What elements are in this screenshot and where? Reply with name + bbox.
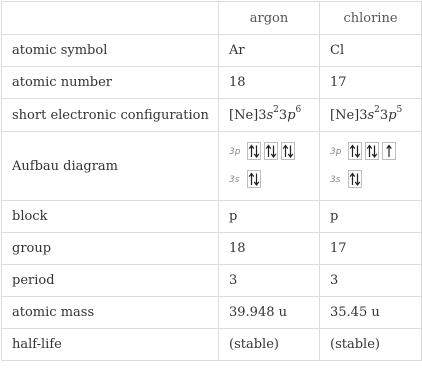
chlorine-block: p: [320, 201, 422, 233]
table-row: [2, 201, 422, 233]
chlorine-atomic-mass: 35.45 u: [320, 297, 422, 329]
config-p-shell: 3: [379, 107, 389, 123]
paired-electron-arrows-icon: [264, 142, 278, 160]
aufbau-3s-row: [330, 169, 421, 191]
orbital-boxes: [247, 170, 264, 190]
paired-electron-arrows-icon: [247, 170, 261, 188]
orbital-boxes: [348, 170, 365, 190]
config-s-shell: 3: [258, 107, 267, 123]
table-row: [2, 233, 422, 265]
row-label-atomic-symbol: atomic symbol: [2, 35, 219, 67]
orbital-boxes: [247, 142, 298, 162]
config-s-symbol: s: [367, 107, 375, 123]
paired-electron-arrows-icon: [348, 170, 362, 188]
chlorine-atomic-symbol: Cl: [320, 35, 422, 67]
row-label-atomic-mass: atomic mass: [2, 297, 219, 329]
row-label-atomic-number: atomic number: [2, 67, 219, 99]
table-row: [2, 329, 422, 361]
aufbau-3s-row: [229, 169, 319, 191]
argon-period: 3: [219, 265, 320, 297]
argon-group: 18: [219, 233, 320, 265]
row-label-block: block: [2, 201, 219, 233]
config-core: [Ne]: [330, 107, 360, 123]
paired-electron-arrows-icon: [281, 142, 295, 160]
config-s-exponent: 2: [273, 104, 279, 115]
config-s-symbol: s: [266, 107, 274, 123]
table-row: [2, 265, 422, 297]
argon-config: [219, 99, 320, 132]
header-chlorine: chlorine: [320, 2, 422, 35]
orbital-label-3p: 3p: [330, 147, 342, 157]
config-p-exponent: 5: [396, 104, 403, 115]
config-p-symbol: p: [388, 107, 397, 123]
config-s-shell: 3: [359, 107, 368, 123]
row-label-period: period: [2, 265, 219, 297]
chlorine-aufbau-diagram: [320, 132, 422, 201]
table-row: [2, 67, 422, 99]
aufbau-3p-row: [330, 141, 421, 163]
argon-atomic-mass: 39.948 u: [219, 297, 320, 329]
config-p-exponent: 6: [295, 104, 302, 115]
config-core: [Ne]: [229, 107, 259, 123]
argon-aufbau-diagram: [219, 132, 320, 201]
table-row: [2, 99, 422, 132]
orbital-label-3p: 3p: [229, 147, 241, 157]
chlorine-config: [320, 99, 422, 132]
paired-electron-arrows-icon: [365, 142, 379, 160]
orbital-label-3s: 3s: [330, 175, 341, 185]
chlorine-group: 17: [320, 233, 422, 265]
config-s-exponent: 2: [374, 104, 380, 115]
row-label-half-life: half-life: [2, 329, 219, 361]
table-row: [2, 132, 422, 201]
orbital-label-3s: 3s: [229, 175, 240, 185]
single-electron-arrow-icon: [382, 142, 396, 160]
paired-electron-arrows-icon: [348, 142, 362, 160]
argon-atomic-symbol: Ar: [219, 35, 320, 67]
argon-block: p: [219, 201, 320, 233]
aufbau-3p-row: [229, 141, 319, 163]
chlorine-half-life: (stable): [320, 329, 422, 361]
chlorine-period: 3: [320, 265, 422, 297]
table-row: [2, 35, 422, 67]
row-label-aufbau: Aufbau diagram: [2, 132, 219, 201]
argon-atomic-number: 18: [219, 67, 320, 99]
config-p-shell: 3: [278, 107, 288, 123]
row-label-group: group: [2, 233, 219, 265]
element-comparison-table: [1, 1, 422, 361]
orbital-boxes: [348, 142, 399, 162]
config-p-symbol: p: [287, 107, 296, 123]
header-argon: argon: [219, 2, 320, 35]
paired-electron-arrows-icon: [247, 142, 261, 160]
table-row: [2, 297, 422, 329]
chlorine-atomic-number: 17: [320, 67, 422, 99]
table-header-row: [2, 2, 422, 35]
header-corner-cell: [2, 2, 219, 35]
argon-half-life: (stable): [219, 329, 320, 361]
row-label-config: short electronic configuration: [2, 99, 219, 132]
